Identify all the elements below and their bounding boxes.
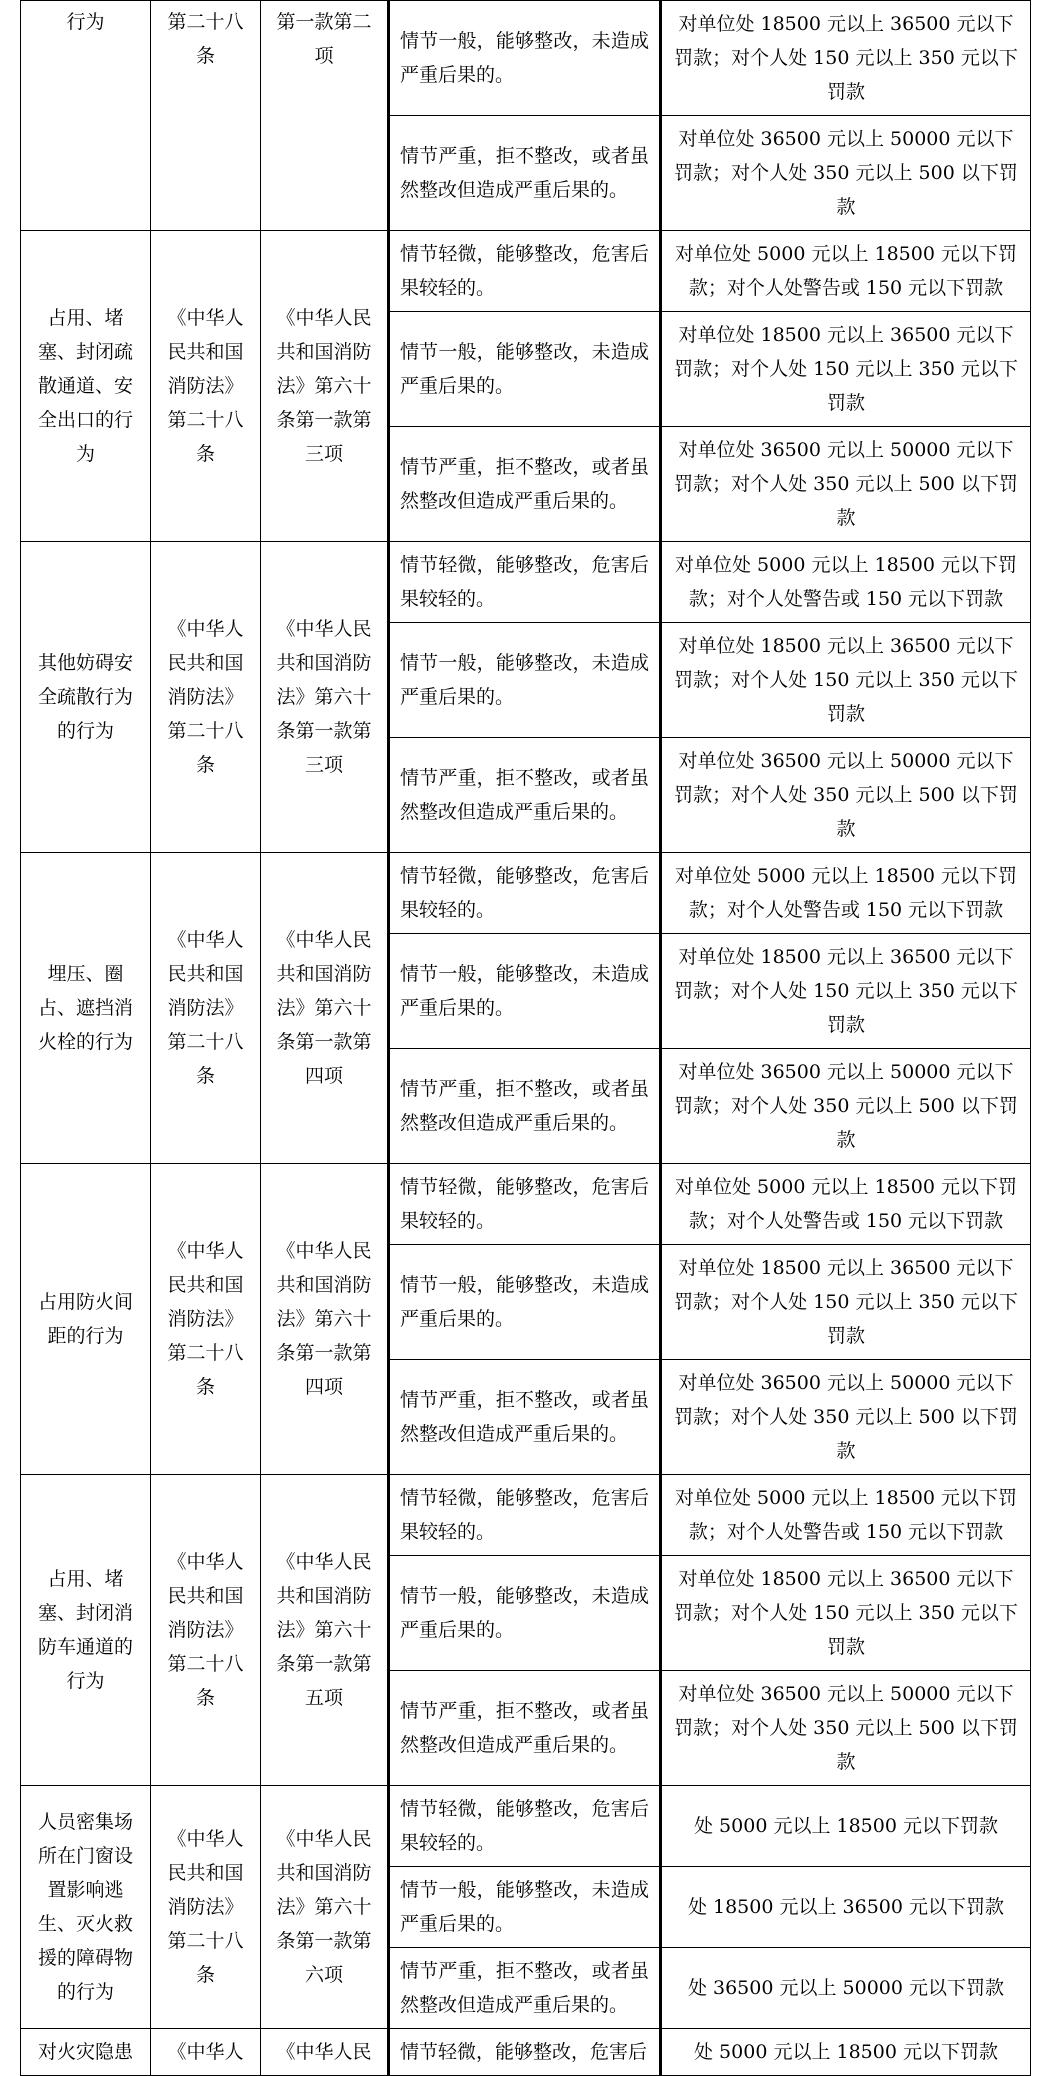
clause-cell-text: 《中华人民共和国消防法》第二十八条 bbox=[167, 1551, 244, 1709]
behavior-cell bbox=[21, 1, 151, 231]
circumstance-cell-text: 情节轻微，能够整改，危害后果较轻的。 bbox=[400, 1798, 649, 1854]
penalty-cell bbox=[661, 2029, 1031, 2076]
circumstance-cell bbox=[389, 312, 661, 427]
circumstance-cell-text: 情节一般，能够整改，未造成严重后果的。 bbox=[400, 341, 649, 397]
legal-basis-cell bbox=[261, 231, 389, 542]
penalty-cell bbox=[661, 934, 1031, 1049]
circumstance-cell bbox=[389, 542, 661, 623]
penalty-cell bbox=[661, 1671, 1031, 1786]
clause-cell-text: 《中华人 bbox=[167, 2041, 244, 2063]
circumstance-cell-text: 情节严重，拒不整改，或者虽然整改但造成严重后果的。 bbox=[400, 767, 649, 823]
circumstance-cell bbox=[389, 623, 661, 738]
penalty-cell-text: 对单位处 18500 元以上 36500 元以下罚款；对个人处 150 元以上 350 元以下罚款 bbox=[674, 635, 1018, 725]
penalty-cell-text: 对单位处 18500 元以上 36500 元以下罚款；对个人处 150 元以上 350 元以下罚款 bbox=[674, 946, 1018, 1036]
behavior-cell bbox=[21, 2029, 151, 2076]
penalty-cell bbox=[661, 1360, 1031, 1475]
clause-cell-text: 《中华人民共和国消防法》第二十八条 bbox=[167, 618, 244, 776]
penalty-cell-text: 对单位处 18500 元以上 36500 元以下罚款；对个人处 150 元以上 350 元以下罚款 bbox=[674, 1568, 1018, 1658]
behavior-cell-text: 埋压、圈占、遮挡消火栓的行为 bbox=[37, 963, 133, 1053]
circumstance-cell bbox=[389, 738, 661, 853]
table-row bbox=[21, 1, 1031, 116]
legal-basis-cell bbox=[261, 853, 389, 1164]
clause-cell bbox=[151, 1, 261, 231]
circumstance-cell-text: 情节严重，拒不整改，或者虽然整改但造成严重后果的。 bbox=[400, 1389, 649, 1445]
penalty-cell bbox=[661, 1867, 1031, 1948]
clause-cell-text: 《中华人民共和国消防法》第二十八条 bbox=[167, 929, 244, 1087]
clause-cell bbox=[151, 231, 261, 542]
legal-basis-cell bbox=[261, 1786, 389, 2029]
circumstance-cell-text: 情节轻微，能够整改，危害后果较轻的。 bbox=[400, 243, 649, 299]
legal-basis-cell bbox=[261, 2029, 389, 2076]
clause-cell-text: 《中华人民共和国消防法》第二十八条 bbox=[167, 1828, 244, 1986]
circumstance-cell bbox=[389, 116, 661, 231]
behavior-cell-text: 占用、堵塞、封闭疏散通道、安全出口的行为 bbox=[37, 307, 133, 465]
circumstance-cell-text: 情节严重，拒不整改，或者虽然整改但造成严重后果的。 bbox=[400, 1960, 649, 2016]
circumstance-cell bbox=[389, 427, 661, 542]
circumstance-cell-text: 情节一般，能够整改，未造成严重后果的。 bbox=[400, 1879, 649, 1935]
behavior-cell bbox=[21, 1475, 151, 1786]
penalty-cell-text: 对单位处 5000 元以上 18500 元以下罚款；对个人处警告或 150 元以下罚款 bbox=[675, 554, 1017, 610]
penalty-cell bbox=[661, 427, 1031, 542]
circumstance-cell bbox=[389, 1360, 661, 1475]
penalty-cell bbox=[661, 1556, 1031, 1671]
penalty-cell-text: 处 36500 元以上 50000 元以下罚款 bbox=[687, 1977, 1005, 1999]
penalty-cell bbox=[661, 116, 1031, 231]
penalty-cell-text: 对单位处 18500 元以上 36500 元以下罚款；对个人处 150 元以上 350 元以下罚款 bbox=[674, 1257, 1018, 1347]
circumstance-cell bbox=[389, 1786, 661, 1867]
legal-basis-cell-text: 《中华人民 bbox=[276, 2041, 372, 2063]
penalty-cell-text: 对单位处 18500 元以上 36500 元以下罚款；对个人处 150 元以上 350 元以下罚款 bbox=[674, 13, 1018, 103]
penalty-cell bbox=[661, 738, 1031, 853]
clause-cell bbox=[151, 1786, 261, 2029]
penalty-cell bbox=[661, 1245, 1031, 1360]
behavior-cell bbox=[21, 1786, 151, 2029]
circumstance-cell-text: 情节轻微，能够整改，危害后果较轻的。 bbox=[400, 1487, 649, 1543]
clause-cell-text: 《中华人民共和国消防法》第二十八条 bbox=[167, 307, 244, 465]
table-body bbox=[21, 1, 1031, 2076]
clause-cell-text: 第二十八条 bbox=[167, 11, 244, 67]
penalty-cell bbox=[661, 1786, 1031, 1867]
legal-basis-cell-text: 《中华人民共和国消防法》第六十条第一款第三项 bbox=[276, 618, 372, 776]
penalty-cell bbox=[661, 231, 1031, 312]
circumstance-cell bbox=[389, 934, 661, 1049]
circumstance-cell bbox=[389, 853, 661, 934]
circumstance-cell-text: 情节一般，能够整改，未造成严重后果的。 bbox=[400, 30, 649, 86]
table-row bbox=[21, 1475, 1031, 1556]
penalty-cell bbox=[661, 542, 1031, 623]
penalty-cell bbox=[661, 1, 1031, 116]
circumstance-cell-text: 情节严重，拒不整改，或者虽然整改但造成严重后果的。 bbox=[400, 1078, 649, 1134]
legal-basis-cell-text: 《中华人民共和国消防法》第六十条第一款第四项 bbox=[276, 929, 372, 1087]
table-row bbox=[21, 1786, 1031, 1867]
penalty-cell-text: 对单位处 36500 元以上 50000 元以下罚款；对个人处 350 元以上 500 以下罚款 bbox=[674, 128, 1018, 218]
behavior-cell-text: 占用、堵塞、封闭消防车通道的行为 bbox=[37, 1568, 133, 1692]
behavior-cell bbox=[21, 1164, 151, 1475]
circumstance-cell-text: 情节严重，拒不整改，或者虽然整改但造成严重后果的。 bbox=[400, 1700, 649, 1756]
penalty-cell bbox=[661, 1164, 1031, 1245]
circumstance-cell bbox=[389, 1164, 661, 1245]
circumstance-cell bbox=[389, 1948, 661, 2029]
penalty-cell bbox=[661, 853, 1031, 934]
table-row bbox=[21, 1164, 1031, 1245]
legal-basis-cell-text: 《中华人民共和国消防法》第六十条第一款第五项 bbox=[276, 1551, 372, 1709]
document-page bbox=[20, 0, 1030, 2076]
table-row bbox=[21, 231, 1031, 312]
table-row bbox=[21, 2029, 1031, 2076]
penalty-cell-text: 对单位处 18500 元以上 36500 元以下罚款；对个人处 150 元以上 350 元以下罚款 bbox=[674, 324, 1018, 414]
penalty-cell bbox=[661, 1948, 1031, 2029]
circumstance-cell bbox=[389, 231, 661, 312]
behavior-cell-text: 人员密集场所在门窗设置影响逃生、灭火救援的障碍物的行为 bbox=[37, 1811, 133, 2003]
circumstance-cell bbox=[389, 1475, 661, 1556]
behavior-cell bbox=[21, 853, 151, 1164]
circumstance-cell-text: 情节轻微，能够整改，危害后果较轻的。 bbox=[400, 554, 649, 610]
penalty-cell-text: 对单位处 36500 元以上 50000 元以下罚款；对个人处 350 元以上 500 以下罚款 bbox=[674, 439, 1018, 529]
penalty-cell-text: 对单位处 36500 元以上 50000 元以下罚款；对个人处 350 元以上 500 以下罚款 bbox=[674, 750, 1018, 840]
behavior-cell bbox=[21, 231, 151, 542]
behavior-cell-text: 行为 bbox=[66, 11, 105, 33]
table-row bbox=[21, 853, 1031, 934]
penalty-cell-text: 对单位处 5000 元以上 18500 元以下罚款；对个人处警告或 150 元以下罚款 bbox=[675, 865, 1017, 921]
behavior-cell-text: 对火灾隐患 bbox=[37, 2041, 133, 2063]
circumstance-cell bbox=[389, 1245, 661, 1360]
legal-basis-cell bbox=[261, 1, 389, 231]
circumstance-cell-text: 情节一般，能够整改，未造成严重后果的。 bbox=[400, 1585, 649, 1641]
circumstance-cell bbox=[389, 1, 661, 116]
circumstance-cell-text: 情节一般，能够整改，未造成严重后果的。 bbox=[400, 652, 649, 708]
penalty-cell bbox=[661, 1475, 1031, 1556]
legal-basis-cell-text: 第一款第二项 bbox=[276, 11, 372, 67]
behavior-cell-text: 其他妨碍安全疏散行为的行为 bbox=[37, 652, 133, 742]
penalty-cell-text: 对单位处 36500 元以上 50000 元以下罚款；对个人处 350 元以上 500 以下罚款 bbox=[674, 1683, 1018, 1773]
behavior-cell bbox=[21, 542, 151, 853]
penalty-cell-text: 对单位处 36500 元以上 50000 元以下罚款；对个人处 350 元以上 500 以下罚款 bbox=[674, 1061, 1018, 1151]
circumstance-cell bbox=[389, 1867, 661, 1948]
circumstance-cell bbox=[389, 1671, 661, 1786]
legal-basis-cell bbox=[261, 542, 389, 853]
clause-cell bbox=[151, 2029, 261, 2076]
fire-penalty-table bbox=[20, 0, 1031, 2076]
clause-cell-text: 《中华人民共和国消防法》第二十八条 bbox=[167, 1240, 244, 1398]
circumstance-cell bbox=[389, 1049, 661, 1164]
penalty-cell-text: 对单位处 36500 元以上 50000 元以下罚款；对个人处 350 元以上 500 以下罚款 bbox=[674, 1372, 1018, 1462]
circumstance-cell-text: 情节轻微，能够整改，危害后 bbox=[400, 2041, 648, 2063]
legal-basis-cell-text: 《中华人民共和国消防法》第六十条第一款第六项 bbox=[276, 1828, 372, 1986]
penalty-cell-text: 对单位处 5000 元以上 18500 元以下罚款；对个人处警告或 150 元以下罚款 bbox=[675, 1176, 1017, 1232]
circumstance-cell-text: 情节轻微，能够整改，危害后果较轻的。 bbox=[400, 865, 649, 921]
penalty-cell-text: 处 5000 元以上 18500 元以下罚款 bbox=[694, 2041, 998, 2063]
penalty-cell-text: 对单位处 5000 元以上 18500 元以下罚款；对个人处警告或 150 元以下罚款 bbox=[675, 243, 1017, 299]
penalty-cell-text: 对单位处 5000 元以上 18500 元以下罚款；对个人处警告或 150 元以下罚款 bbox=[675, 1487, 1017, 1543]
penalty-cell bbox=[661, 623, 1031, 738]
penalty-cell-text: 处 5000 元以上 18500 元以下罚款 bbox=[694, 1815, 998, 1837]
clause-cell bbox=[151, 542, 261, 853]
circumstance-cell-text: 情节严重，拒不整改，或者虽然整改但造成严重后果的。 bbox=[400, 456, 649, 512]
behavior-cell-text: 占用防火间距的行为 bbox=[37, 1291, 133, 1347]
circumstance-cell-text: 情节严重，拒不整改，或者虽然整改但造成严重后果的。 bbox=[400, 145, 649, 201]
table-row bbox=[21, 542, 1031, 623]
circumstance-cell-text: 情节一般，能够整改，未造成严重后果的。 bbox=[400, 963, 649, 1019]
clause-cell bbox=[151, 1164, 261, 1475]
circumstance-cell-text: 情节轻微，能够整改，危害后果较轻的。 bbox=[400, 1176, 649, 1232]
penalty-cell bbox=[661, 312, 1031, 427]
penalty-cell-text: 处 18500 元以上 36500 元以下罚款 bbox=[687, 1896, 1005, 1918]
clause-cell bbox=[151, 1475, 261, 1786]
legal-basis-cell-text: 《中华人民共和国消防法》第六十条第一款第三项 bbox=[276, 307, 372, 465]
circumstance-cell bbox=[389, 1556, 661, 1671]
penalty-cell bbox=[661, 1049, 1031, 1164]
circumstance-cell-text: 情节一般，能够整改，未造成严重后果的。 bbox=[400, 1274, 649, 1330]
legal-basis-cell-text: 《中华人民共和国消防法》第六十条第一款第四项 bbox=[276, 1240, 372, 1398]
clause-cell bbox=[151, 853, 261, 1164]
legal-basis-cell bbox=[261, 1164, 389, 1475]
legal-basis-cell bbox=[261, 1475, 389, 1786]
circumstance-cell bbox=[389, 2029, 661, 2076]
